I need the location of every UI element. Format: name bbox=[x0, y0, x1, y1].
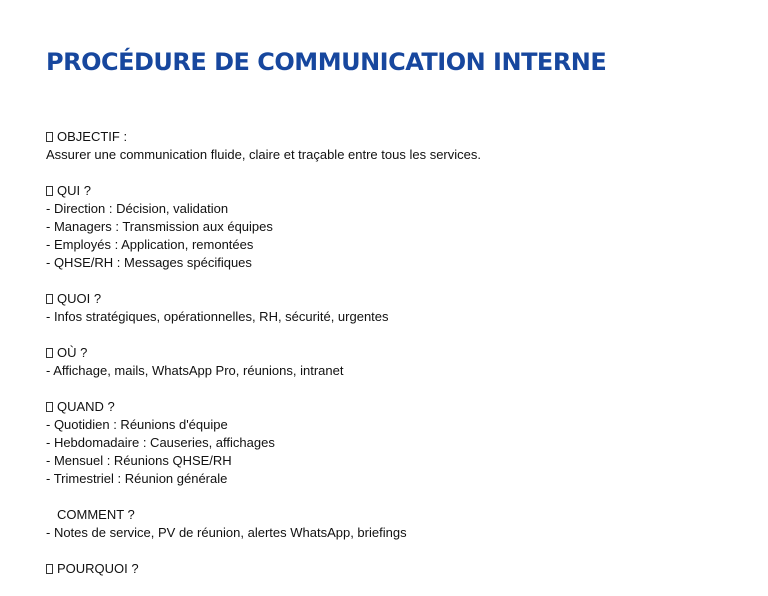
section-heading: QUOI ? bbox=[57, 291, 102, 306]
section-heading-line bbox=[46, 560, 726, 578]
section-heading: QUI ? bbox=[57, 183, 91, 198]
section-line: - Quotidien : Réunions d'équipe bbox=[46, 417, 228, 432]
missing-glyph-icon bbox=[46, 186, 53, 196]
section-comment bbox=[46, 506, 726, 542]
missing-glyph-icon bbox=[46, 294, 53, 304]
section-heading: OBJECTIF : bbox=[57, 129, 128, 144]
section-line: - Infos stratégiques, opérationnelles, RH, sécurité, urgentes bbox=[46, 309, 389, 324]
section-line: - Managers : Transmission aux équipes bbox=[46, 219, 273, 234]
section-quoi bbox=[46, 290, 726, 326]
section-heading-line bbox=[46, 182, 726, 200]
section-line: - Hebdomadaire : Causeries, affichages bbox=[46, 435, 275, 450]
section-pourquoi bbox=[46, 560, 726, 578]
blank-glyph-icon bbox=[46, 510, 53, 520]
procedure-content bbox=[46, 128, 726, 596]
section-heading: POURQUOI ? bbox=[57, 561, 139, 576]
section-line: - QHSE/RH : Messages spécifiques bbox=[46, 255, 252, 270]
section-heading-line bbox=[46, 128, 726, 146]
page-title: PROCÉDURE DE COMMUNICATION INTERNE bbox=[46, 48, 607, 76]
section-heading-line bbox=[46, 506, 726, 524]
section-line: - Mensuel : Réunions QHSE/RH bbox=[46, 453, 232, 468]
missing-glyph-icon bbox=[46, 132, 53, 142]
section-line: - Notes de service, PV de réunion, alertes WhatsApp, briefings bbox=[46, 525, 407, 540]
section-heading: OÙ ? bbox=[57, 345, 88, 360]
section-heading: QUAND ? bbox=[57, 399, 115, 414]
section-objectif bbox=[46, 128, 726, 164]
section-heading-line bbox=[46, 398, 726, 416]
section-line: - Direction : Décision, validation bbox=[46, 201, 229, 216]
section-line: Assurer une communication fluide, claire et traçable entre tous les services. bbox=[46, 147, 481, 162]
section-line: - Trimestriel : Réunion générale bbox=[46, 471, 228, 486]
missing-glyph-icon bbox=[46, 564, 53, 574]
section-quand bbox=[46, 398, 726, 488]
section-ou bbox=[46, 344, 726, 380]
section-heading-line bbox=[46, 290, 726, 308]
section-heading: COMMENT ? bbox=[57, 507, 135, 522]
missing-glyph-icon bbox=[46, 402, 53, 412]
section-heading-line bbox=[46, 344, 726, 362]
section-line: - Affichage, mails, WhatsApp Pro, réunions, intranet bbox=[46, 363, 344, 378]
missing-glyph-icon bbox=[46, 348, 53, 358]
section-line: - Employés : Application, remontées bbox=[46, 237, 254, 252]
section-qui bbox=[46, 182, 726, 272]
